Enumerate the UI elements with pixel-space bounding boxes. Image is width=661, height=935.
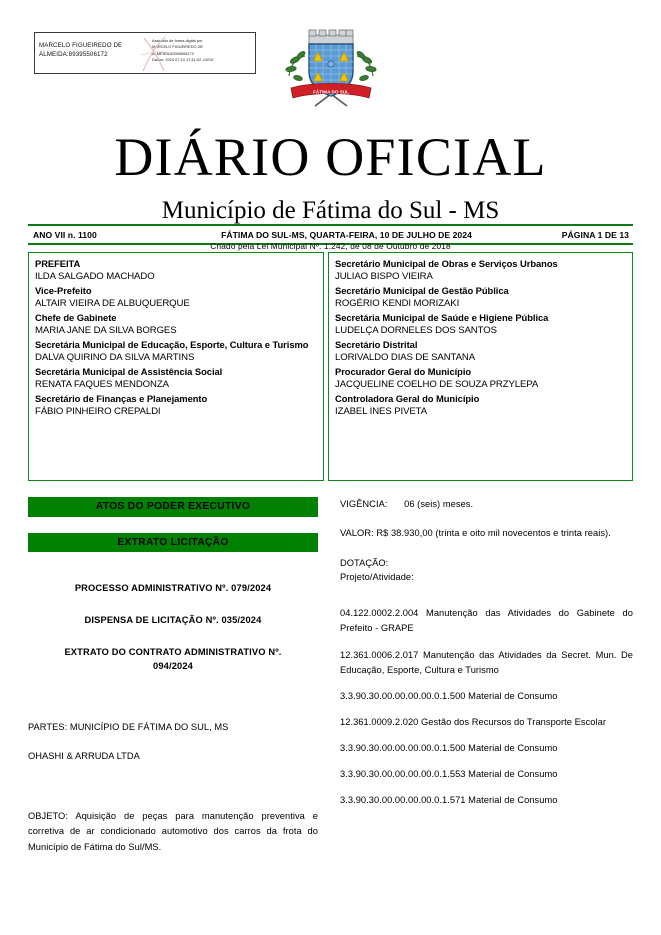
official-role: Secretário Municipal de Gestão Pública bbox=[335, 284, 509, 296]
official-role: Vice-Prefeito bbox=[35, 284, 92, 296]
official-role: Chefe de Gabinete bbox=[35, 311, 117, 323]
heading-process-number: PROCESSO ADMINISTRATIVO Nº. 079/2024 bbox=[74, 583, 272, 594]
official-name: LUDELÇA DORNELES DOS SANTOS bbox=[335, 325, 497, 337]
official-name: JACQUELINE COELHO DE SOUZA PRZYLEPA bbox=[335, 379, 539, 391]
signature-meta-line1: Assinado de forma digital por bbox=[152, 38, 203, 43]
official-role: Secretário Municipal de Obras e Serviços Urbanos bbox=[335, 258, 558, 269]
official-name: MARIA JANE DA SILVA BORGES bbox=[35, 325, 177, 337]
official-name: LORIVALDO DIAS DE SANTANA bbox=[335, 352, 476, 364]
official-role: Secretário de Finanças e Planejamento bbox=[35, 392, 208, 404]
crest-banner-text: FÁTIMA DO SUL bbox=[312, 89, 349, 95]
content-column-right bbox=[340, 497, 633, 855]
officials-column-left bbox=[28, 252, 324, 481]
vigencia-row bbox=[340, 497, 633, 511]
budget-line: 3.3.90.30.00.00.00.00.0.1.500 Material de Consumo bbox=[340, 742, 558, 753]
budget-line: 04.122.0002.2.004 Manutenção das Atividades do Gabinete do Prefeito - GRAPE bbox=[340, 608, 633, 634]
content-area bbox=[28, 497, 633, 855]
signature-name bbox=[35, 33, 147, 73]
digital-signature-box bbox=[34, 32, 256, 74]
officials-column-right bbox=[328, 252, 633, 481]
projeto-atividade-label: Projeto/Atividade: bbox=[340, 572, 414, 583]
signature-meta-line2: MARCELO FIGUEIREDO DE bbox=[152, 44, 204, 50]
budget-line: 3.3.90.30.00.00.00.00.0.1.553 Material de Consumo bbox=[340, 768, 558, 779]
official-name: IZABEL INES PIVETA bbox=[335, 406, 428, 418]
officials-section bbox=[28, 252, 633, 481]
budget-line: 12.361.0006.2.017 Manutenção das Atividades da Secret. Mun. De Educação, Esporte, Cultura e Turismo bbox=[340, 649, 633, 675]
official-role: Procurador Geral do Município bbox=[335, 365, 472, 377]
budget-line: 12.361.0009.2.020 Gestão dos Recursos do Transporte Escolar bbox=[340, 716, 607, 727]
signature-meta-line3: ALMEIDA:89395506172 bbox=[152, 50, 194, 56]
official-role: Controladora Geral do Município bbox=[335, 392, 480, 404]
official-role: Secretária Municipal de Assistência Social bbox=[35, 365, 223, 377]
contractor-name: OHASHI & ARRUDA LTDA bbox=[28, 751, 140, 762]
signature-meta-line4: Dados: 2024.07.10 17:41:02 -04'00' bbox=[152, 56, 214, 62]
valor-row: VALOR: R$ 38.930,00 (trinta e oito mil novecentos e trinta reais). bbox=[340, 528, 611, 539]
page-subtitle: Município de Fátima do Sul - MS bbox=[161, 197, 500, 224]
banner-bid-extract: EXTRATO LICITAÇÃO bbox=[28, 533, 318, 553]
dotacao-label: DOTAÇÃO: bbox=[340, 558, 389, 569]
budget-lines-list bbox=[340, 606, 633, 807]
official-name: JULIAO BISPO VIEIRA bbox=[335, 271, 433, 283]
banner-executive-acts: ATOS DO PODER EXECUTIVO bbox=[28, 497, 318, 517]
official-role: Secretária Municipal de Educação, Esporte, Cultura e Turismo bbox=[35, 338, 309, 350]
budget-line: 3.3.90.30.00.00.00.00.0.1.500 Material de Consumo bbox=[340, 690, 558, 701]
official-name: ROGÉRIO KENDI MORIZAKI bbox=[335, 298, 460, 310]
page-title: DIÁRIO OFICIAL bbox=[114, 127, 547, 187]
signature-metadata bbox=[147, 33, 255, 73]
official-name: RENATA FAQUES MENDONZA bbox=[35, 379, 169, 391]
law-note: Criado pela Lei Municipal Nº. 1.242, de 08 de Outubro de 2018 bbox=[210, 241, 451, 251]
heading-dispensa-number: DISPENSA DE LICITAÇÃO Nº. 035/2024 bbox=[84, 615, 262, 626]
budget-line: 3.3.90.30.00.00.00.00.0.1.571 Material de Consumo bbox=[340, 794, 558, 805]
official-name: ALTAIR VIEIRA DE ALBUQUERQUE bbox=[35, 298, 190, 310]
edition-year-issue: ANO VII n. 1100 bbox=[33, 229, 97, 240]
official-role: Secretário Distrital bbox=[335, 338, 418, 350]
signature-name-line2: ALMEIDA:89395506172 bbox=[39, 50, 108, 58]
edition-place-date: FÁTIMA DO SUL-MS, QUARTA-FEIRA, 10 DE JULHO DE 2024 bbox=[221, 229, 472, 240]
official-name: ILDA SALGADO MACHADO bbox=[35, 271, 155, 283]
vigencia-label: VIGÊNCIA: bbox=[340, 499, 388, 509]
heading-contract-number-line2: 094/2024 bbox=[153, 661, 193, 672]
official-role: PREFEITA bbox=[35, 258, 81, 269]
heading-contract-number-line1: EXTRATO DO CONTRATO ADMINISTRATIVO Nº. bbox=[64, 647, 282, 658]
municipal-coat-of-arms-icon bbox=[285, 22, 377, 118]
objeto-paragraph: OBJETO: Aquisição de peças para manutenção preventiva e corretiva de ar condicionado automotivo dos carros da frota do Município de Fátima do Sul/MS. bbox=[28, 811, 318, 852]
vigencia-value: 06 (seis) meses. bbox=[404, 499, 474, 509]
signature-name-line1: MARCELO FIGUEIREDO DE bbox=[39, 42, 123, 49]
content-column-left bbox=[28, 497, 318, 855]
edition-page-number: PÁGINA 1 DE 13 bbox=[561, 229, 629, 240]
official-role: Secretária Municipal de Saúde e Higiene Pública bbox=[335, 311, 549, 323]
official-name: DALVA QUIRINO DA SILVA MARTINS bbox=[35, 352, 195, 364]
partes-line: PARTES: MUNICÍPIO DE FÁTIMA DO SUL, MS bbox=[28, 722, 229, 733]
official-name: FÁBIO PINHEIRO CREPALDI bbox=[35, 406, 161, 418]
